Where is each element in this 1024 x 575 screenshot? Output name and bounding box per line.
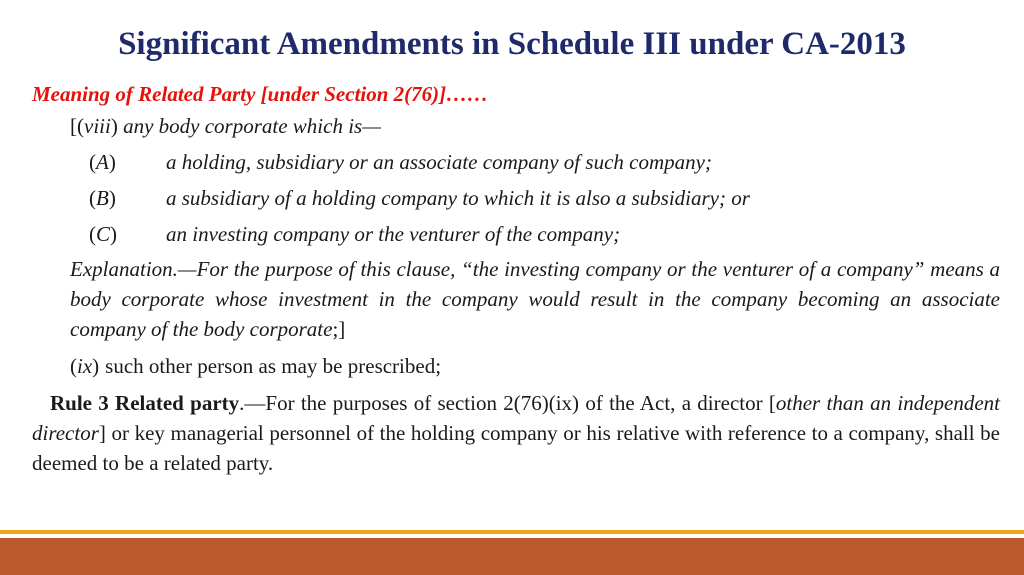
clause-ix-open: (	[70, 354, 77, 378]
item-a-open: (	[89, 150, 96, 174]
item-c-open: (	[89, 222, 96, 246]
item-a-label	[89, 147, 116, 177]
item-c-letter: C	[96, 222, 111, 246]
footer-accent-line	[0, 530, 1024, 534]
explanation-text: Explanation.—For the purpose of this clause, “the investing company or the venturer of a company” means a body corporate whose investment in the company would result in the company becoming an associate company of the body corporate	[70, 257, 1000, 341]
clause-viii	[70, 111, 381, 141]
clause-viii-number: viii	[84, 114, 111, 138]
clause-viii-close: )	[110, 114, 118, 138]
item-b-open: (	[89, 186, 96, 210]
rule-3-text-part2: ] or key managerial personnel of the holding company or his relative with reference to a company, shall be deemed to be a related party.	[32, 421, 1000, 475]
item-b-text: a subsidiary of a holding company to which it is also a subsidiary; or	[166, 186, 750, 210]
clause-ix-text: such other person as may be prescribed;	[105, 354, 442, 378]
item-b-letter: B	[96, 186, 109, 210]
rule-3-paragraph	[32, 388, 1000, 478]
explanation-paragraph	[70, 254, 1000, 344]
slide-title: Significant Amendments in Schedule III under CA-2013	[118, 26, 906, 62]
clause-ix-close: )	[92, 354, 100, 378]
rule-3-text-part1: .—For the purposes of section 2(76)(ix) of the Act, a director [	[239, 391, 776, 415]
item-c-close: )	[110, 222, 118, 246]
clause-viii-text: any body corporate which is—	[117, 114, 381, 138]
clause-ix	[70, 351, 441, 381]
footer-bar	[0, 538, 1024, 575]
item-a-letter: A	[96, 150, 109, 174]
section-subtitle: Meaning of Related Party [under Section 2(76)]……	[32, 82, 489, 106]
item-c-label	[89, 219, 117, 249]
item-a-text: a holding, subsidiary or an associate company of such company;	[166, 150, 712, 174]
rule-3-heading: Rule 3 Related party	[50, 391, 240, 415]
item-b-label	[89, 183, 116, 213]
clause-ix-number: ix	[77, 354, 93, 378]
item-a-close: )	[108, 150, 116, 174]
explanation-suffix: ;]	[332, 317, 346, 341]
item-c-text: an investing company or the venturer of the company;	[166, 222, 621, 246]
rule-3-text-italic: other than an independent director	[32, 391, 1000, 445]
item-b-close: )	[108, 186, 116, 210]
clause-viii-open: [(	[70, 114, 84, 138]
